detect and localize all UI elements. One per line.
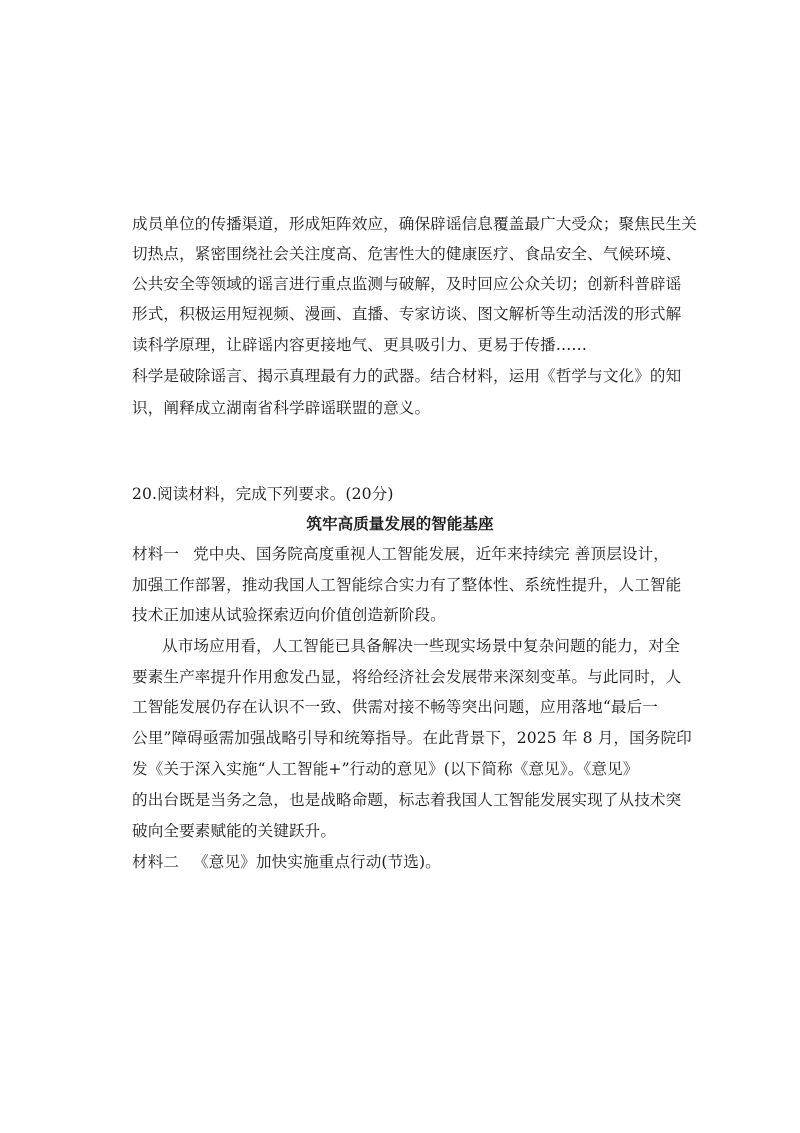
q19-question-line-2: 识，阐释成立湖南省科学辟谣联盟的意义。 [132, 399, 431, 417]
q19-line-3: 公共安全等领域的谣言进行重点监测与破解，及时回应公众关切；创新科普辟谣 [132, 275, 682, 293]
material2-label: 材料二 [132, 853, 180, 871]
q20-material1-line-1 [132, 544, 672, 564]
material1-label: 材料一 [132, 545, 180, 563]
q20-para2-line-1: 从市场应用看，人工智能已具备解决一些现实场景中复杂问题的能力，对全 [162, 637, 680, 655]
q20-material1-line-2: 加强工作部署，推动我国人工智能综合实力有了整体性、系统性提升，人工智能 [132, 576, 682, 594]
q20-material2-line [132, 852, 672, 872]
q19-line-5: 读科学原理，让辟谣内容更接地气、更具吸引力、更易于传播…… [132, 336, 588, 354]
material1-text-1: 党中央、国务院高度重视人工智能发展，近年来持续完 善顶层设计， [193, 545, 669, 563]
q20-para2-line-2: 要素生产率提升作用愈发凸显，将给经济社会发展带来深刻变革。与此同时，人 [132, 668, 682, 686]
q20-para2-line-7: 破向全要素赋能的关键跃升。 [132, 822, 337, 840]
material2-text: 《意见》加快实施重点行动(节选)。 [193, 853, 441, 871]
q20-para2-line-6: 的出台既是当务之急，也是战略命题，标志着我国人工智能发展实现了从技术突 [132, 791, 682, 809]
q20-header: 20.阅读材料，完成下列要求。(20分) [132, 485, 394, 503]
q20-para2-line-4: 公里”障碍亟需加强战略引导和统筹指导。在此背景下，2025 年 8 月，国务院印 [132, 729, 692, 747]
q19-question-line-1: 科学是破除谣言、揭示真理最有力的武器。结合材料，运用《哲学与文化》的知 [132, 367, 682, 385]
q20-material1-line-3: 技术正加速从试验探索迈向价值创造新阶段。 [132, 606, 446, 624]
q19-line-1: 成员单位的传播渠道，形成矩阵效应，确保辟谣信息覆盖最广大受众；聚焦民生关 [132, 215, 697, 233]
q19-line-2: 切热点，紧密围绕社会关注度高、危害性大的健康医疗、食品安全、气候环境、 [132, 245, 682, 263]
q20-title: 筑牢高质量发展的智能基座 [306, 515, 494, 533]
q20-para2-line-5: 发《关于深入实施“人工智能+”行动的意见》(以下简称《意见》。《意见》 [132, 760, 639, 778]
q20-para2-line-3: 工智能发展仍存在认识不一致、供需对接不畅等突出问题，应用落地“最后一 [132, 698, 658, 716]
q19-line-4: 形式，积极运用短视频、漫画、直播、专家访谈、图文解析等生动活泼的形式解 [132, 305, 682, 323]
